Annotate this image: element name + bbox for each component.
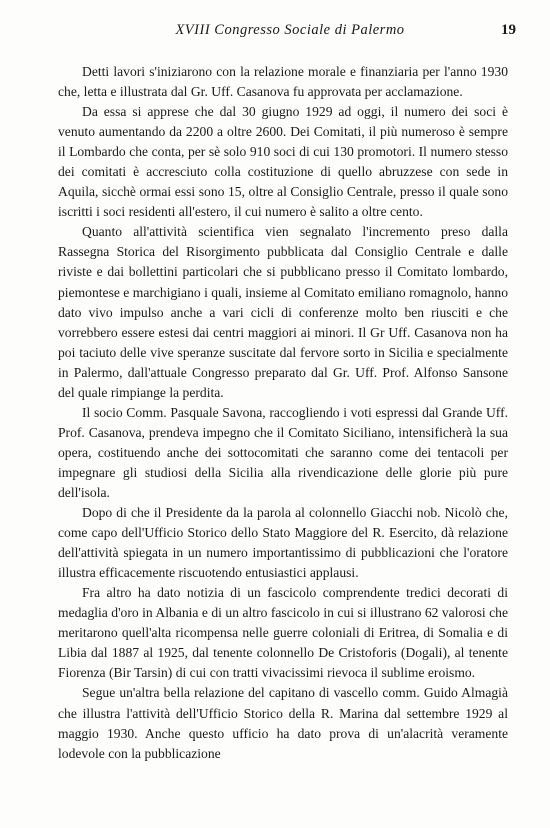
running-title: XVIII Congresso Sociale di Palermo [175,22,405,38]
paragraph: Il socio Comm. Pasquale Savona, raccogliendo i voti espressi dal Grande Uff. Prof. Casanova, prendeva impegno che il Comitato Siciliano, intensificherà la sua opera, costituendo anche dei sottocomitati che saranno come dei tentacoli per impegnare gli studiosi della Sicilia alla rivendicazione delle glorie più pure dell'isola. [58,404,508,500]
paragraph: Da essa si apprese che dal 30 giugno 1929 ad oggi, il numero dei soci è venuto aumentando da 2200 a oltre 2600. Dei Comitati, il più numeroso è sempre il Lombardo che conta, per sè solo 910 soci di cui 130 promotori. Il numero stesso dei comitati è accresciuto colla costituzione di quello abruzzese con sede in Aquila, sicchè ormai essi sono 15, oltre al Consiglio Centrale, presso il quale sono iscritti i soci residenti all'estero, il cui numero è salito a oltre cento. [58,104,508,220]
body-text [58,62,508,764]
paragraph: Quanto all'attività scientifica vien segnalato l'incremento preso dalla Rassegna Storica del Risorgimento pubblicata dal Consiglio Centrale e dalle riviste e dai bollettini particolari che si pubblicano presso il Comitato lombardo, piemontese e marchigiano i quali, insieme al Comitato emiliano romagnolo, hanno dato vivo impulso anche a vari cicli di conferenze molto ben riusciti e che vorrebbero essere estesi dai centri maggiori ai minori. Il Gr Uff. Casanova non ha poi taciuto delle vive speranze suscitate dal fervore sorto in Sicilia e specialmente in Palermo, dall'attuale Congresso preparato dal Gr. Uff. Prof. Alfonso Sansone del quale rimpiange la perdita. [58,224,508,400]
paragraph: Fra altro ha dato notizia di un fascicolo comprendente tredici decorati di medaglia d'oro in Albania e di un altro fascicolo in cui si illustrano 62 valorosi che meritarono quell'alta ricompensa nelle guerre coloniali di Eritrea, di Somalia e di Libia dal 1887 al 1925, dal tenente colonnello De Cristoforis (Dogali), al tenente Fiorenza (Bir Tarsin) di cui con tratti vivacissimi rievoca il sublime eroismo. [58,585,508,681]
paragraph: Segue un'altra bella relazione del capitano di vascello comm. Guido Almagià che illustra l'attività dell'Ufficio Storico della R. Marina dal settembre 1929 al maggio 1930. Anche questo ufficio ha dato prova di un'alacrità veramente lodevole con la pubblicazione [58,685,508,761]
page-number: 19 [501,22,516,38]
paragraph: Dopo di che il Presidente da la parola al colonnello Giacchi nob. Nicolò che, come capo dell'Ufficio Storico dello Stato Maggiore del R. Esercito, dà relazione dell'attività spiegata in un numero importantissimo di pubblicazioni che l'oratore illustra efficacemente riscuotendo entusiastici applausi. [58,505,508,581]
page-header [60,22,520,42]
paragraph: Detti lavori s'iniziarono con la relazione morale e finanziaria per l'anno 1930 che, letta e illustrata dal Gr. Uff. Casanova fu approvata per acclamazione. [58,64,508,100]
